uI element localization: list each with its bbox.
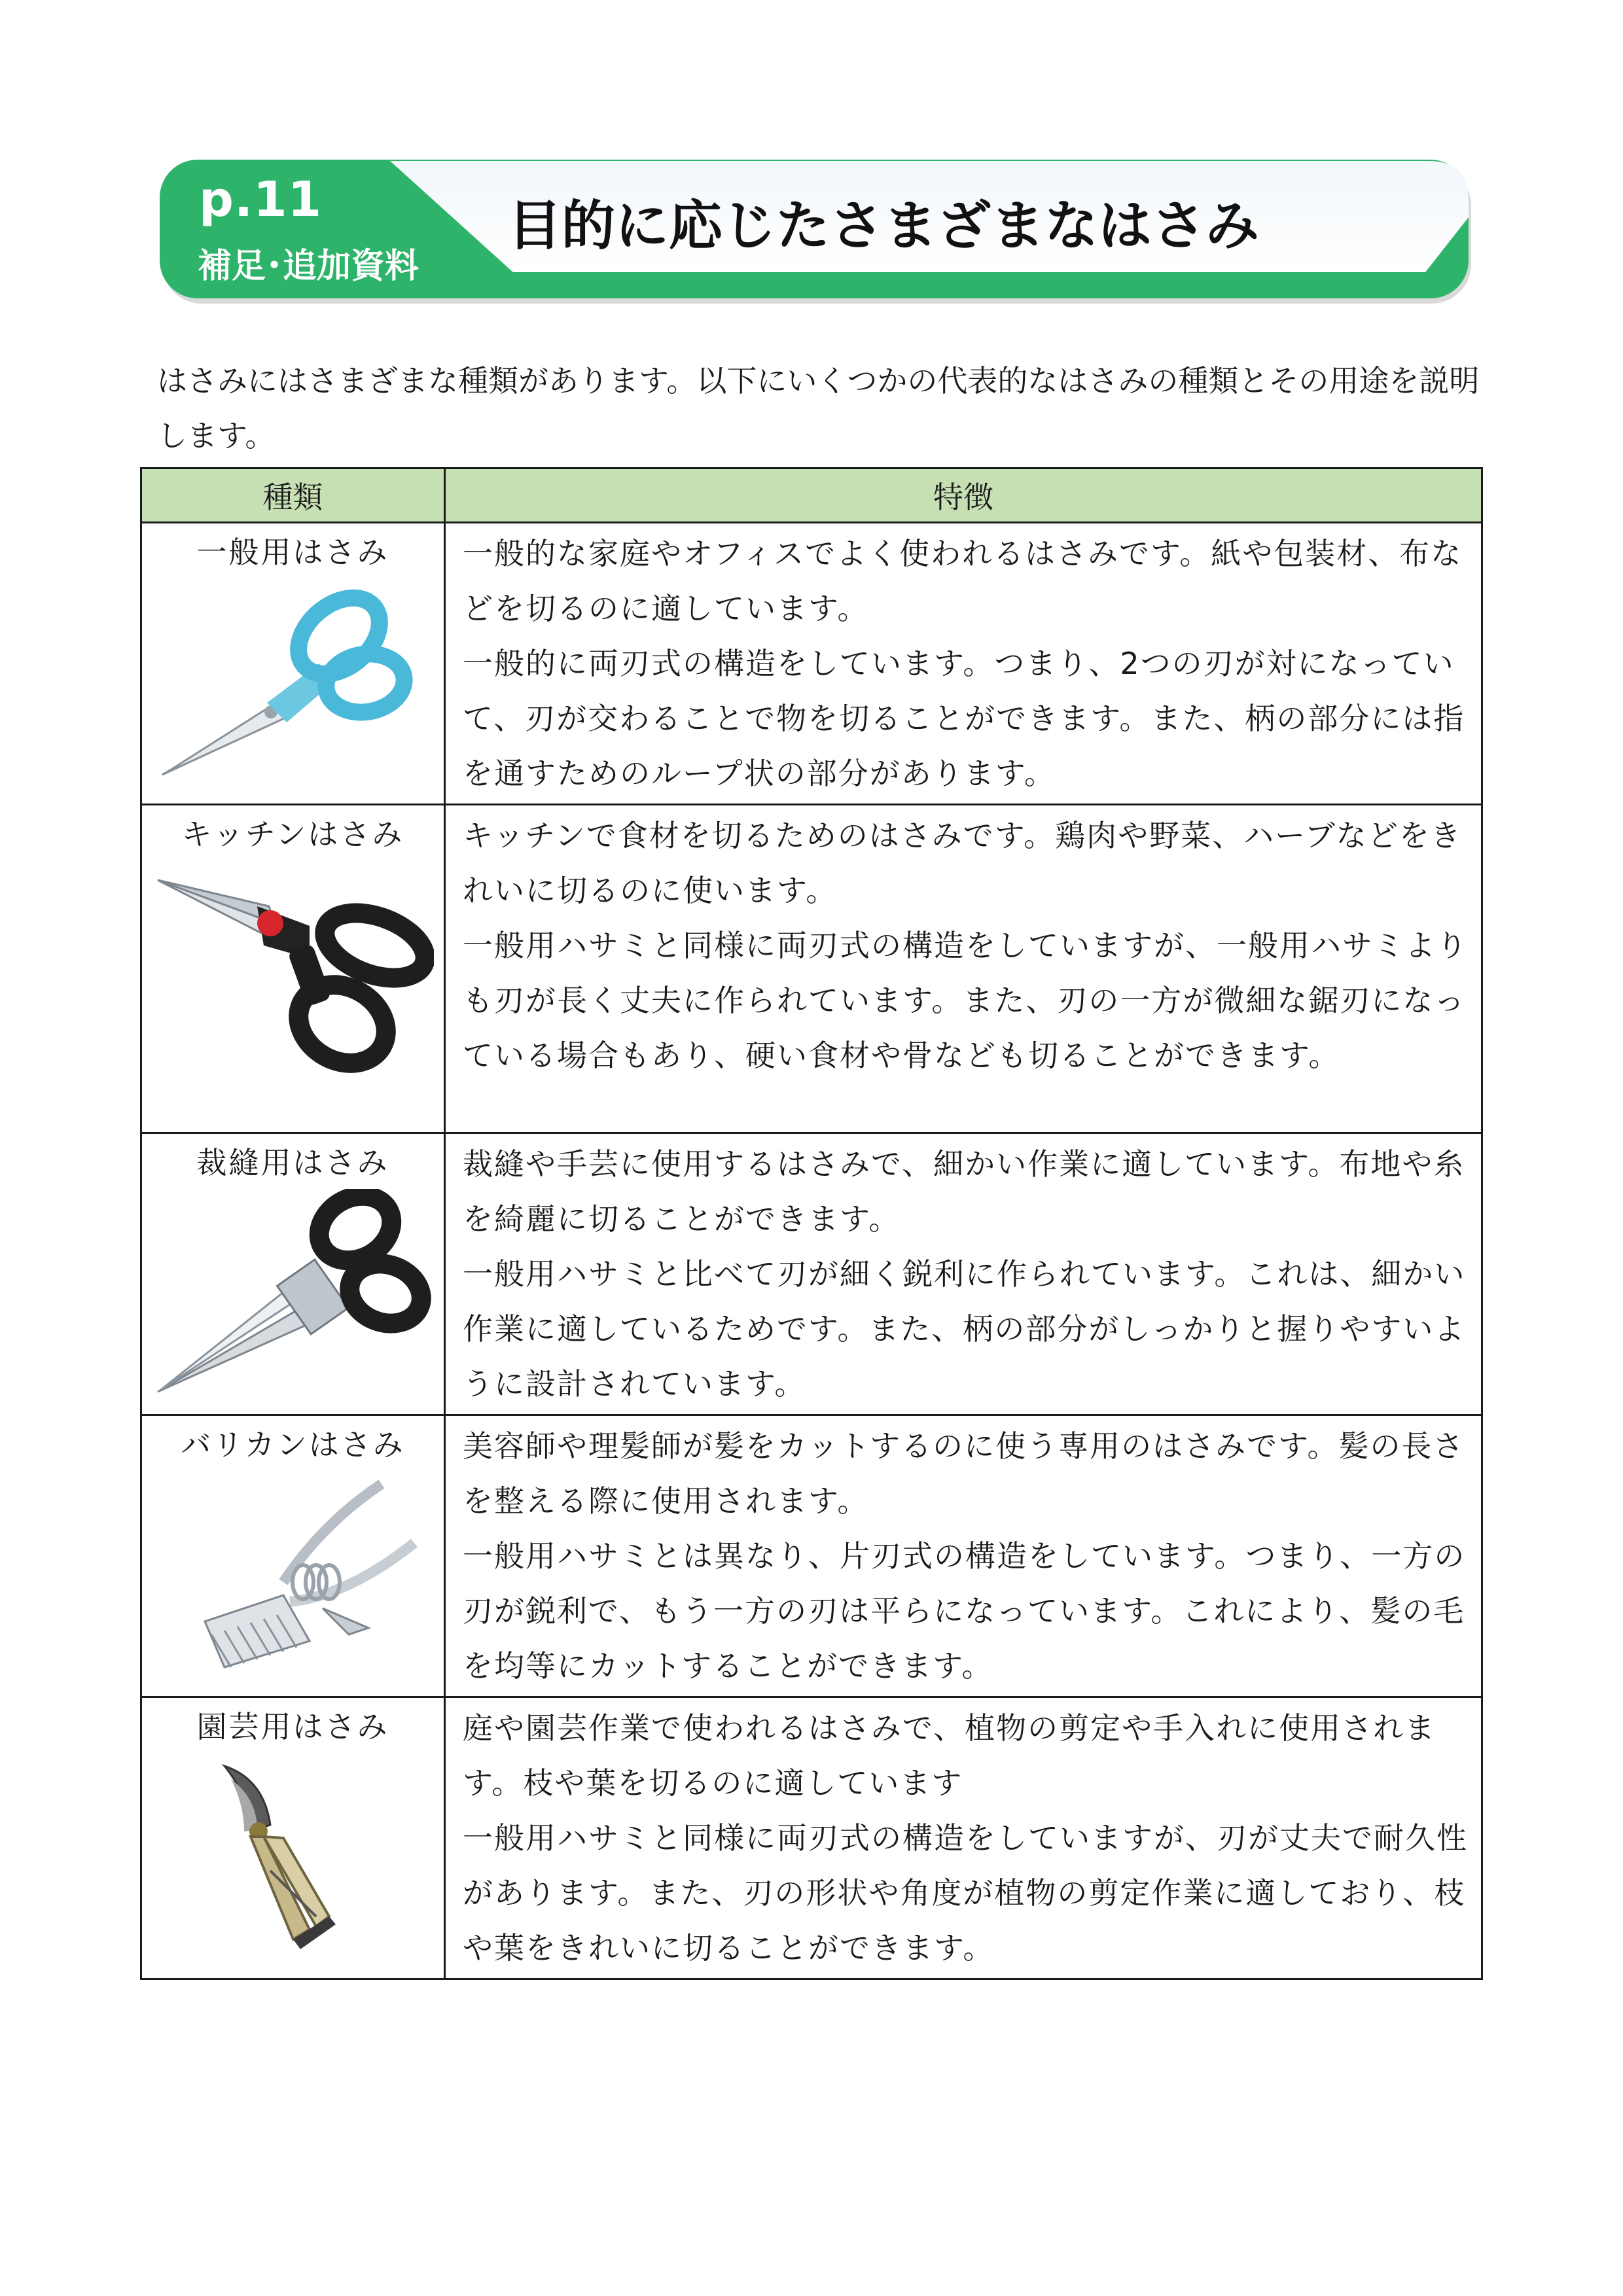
feature-cell xyxy=(445,1415,1482,1697)
column-header-features: 特徴 xyxy=(445,468,1482,523)
feature-cell xyxy=(445,523,1482,805)
hair-clipper-icon xyxy=(152,1471,434,1680)
pruning-shears-icon xyxy=(152,1753,434,1962)
feature-text: 美容師や理髪師が髪をカットするのに使う専用のはさみです。髪の長さを整える際に使用されます。 xyxy=(463,1428,1465,1519)
feature-text: 一般用ハサミと同様に両刃式の構造をしていますが、一般用ハサミよりも刃が長く丈夫に作られています。また、刃の一方が微細な鋸刃になっている場合もあり、硬い食材や骨なども切ることができます。 xyxy=(463,928,1468,1073)
type-name: 一般用はさみ xyxy=(196,535,389,570)
page-title: 目的に応じたさまざまなはさみ xyxy=(508,195,1260,257)
feature-text: 裁縫や手芸に使用するはさみで、細かい作業に適しています。布地や糸を綺麗に切ることができます。 xyxy=(463,1146,1465,1237)
feature-cell xyxy=(445,1133,1482,1415)
feature-text: 一般的に両刃式の構造をしています。つまり、2つの刃が対になっていて、刃が交わることで物を切ることができます。また、柄の部分には指を通すためのループ状の部分があります。 xyxy=(463,646,1465,791)
feature-cell xyxy=(445,805,1482,1133)
feature-text: 一般用ハサミと比べて刃が細く鋭利に作られています。これは、細かい作業に適しているためです。また、柄の部分がしっかりと握りやすいように設計されています。 xyxy=(463,1256,1466,1402)
table-row xyxy=(141,523,1482,805)
type-cell xyxy=(141,1415,445,1697)
type-name: バリカンはさみ xyxy=(181,1427,405,1462)
type-name: 裁縫用はさみ xyxy=(196,1145,389,1180)
feature-text: キッチンで食材を切るためのはさみです。鶏肉や野菜、ハーブなどをきれいに切るのに使います。 xyxy=(463,818,1462,908)
kitchen-scissors-icon xyxy=(152,860,434,1096)
type-name: キッチンはさみ xyxy=(181,817,404,852)
type-cell xyxy=(141,1133,445,1415)
section-label: 補足･追加資料 xyxy=(198,247,419,286)
table-row xyxy=(141,1415,1482,1697)
column-header-type: 種類 xyxy=(141,468,445,523)
type-cell xyxy=(141,805,445,1133)
feature-text: 一般的な家庭やオフィスでよく使われるはさみです。紙や包装材、布などを切るのに適しています。 xyxy=(463,536,1463,626)
table-header-row xyxy=(141,468,1482,523)
sewing-scissors-icon xyxy=(152,1189,434,1398)
intro-paragraph: はさみにはさまざまな種類があります。以下にいくつかの代表的なはさみの種類とその用途を説明します。 xyxy=(157,363,1480,453)
scissors-table xyxy=(140,467,1483,1980)
feature-cell xyxy=(445,1697,1482,1979)
table-row xyxy=(141,805,1482,1133)
page-header-banner xyxy=(160,157,1472,306)
feature-text: 一般用ハサミとは異なり、片刃式の構造をしています。つまり、一方の刃が鋭利で、もう一方の刃は平らになっています。これにより、髪の毛を均等にカットすることができます。 xyxy=(463,1538,1466,1684)
table-row xyxy=(141,1133,1482,1415)
general-scissors-icon xyxy=(156,578,431,788)
type-cell xyxy=(141,1697,445,1979)
type-cell xyxy=(141,523,445,805)
table-row xyxy=(141,1697,1482,1979)
feature-text: 一般用ハサミと同様に両刃式の構造をしていますが、刃が丈夫で耐久性があります。また、刃の形状や角度が植物の剪定作業に適しており、枝や葉をきれいに切ることができます。 xyxy=(463,1820,1468,1966)
page-number: p.11 xyxy=(199,171,323,228)
type-name: 園芸用はさみ xyxy=(196,1709,389,1744)
feature-text: 庭や園芸作業で使われるはさみで、植物の剪定や手入れに使用されます。枝や葉を切るのに適しています xyxy=(463,1710,1436,1801)
